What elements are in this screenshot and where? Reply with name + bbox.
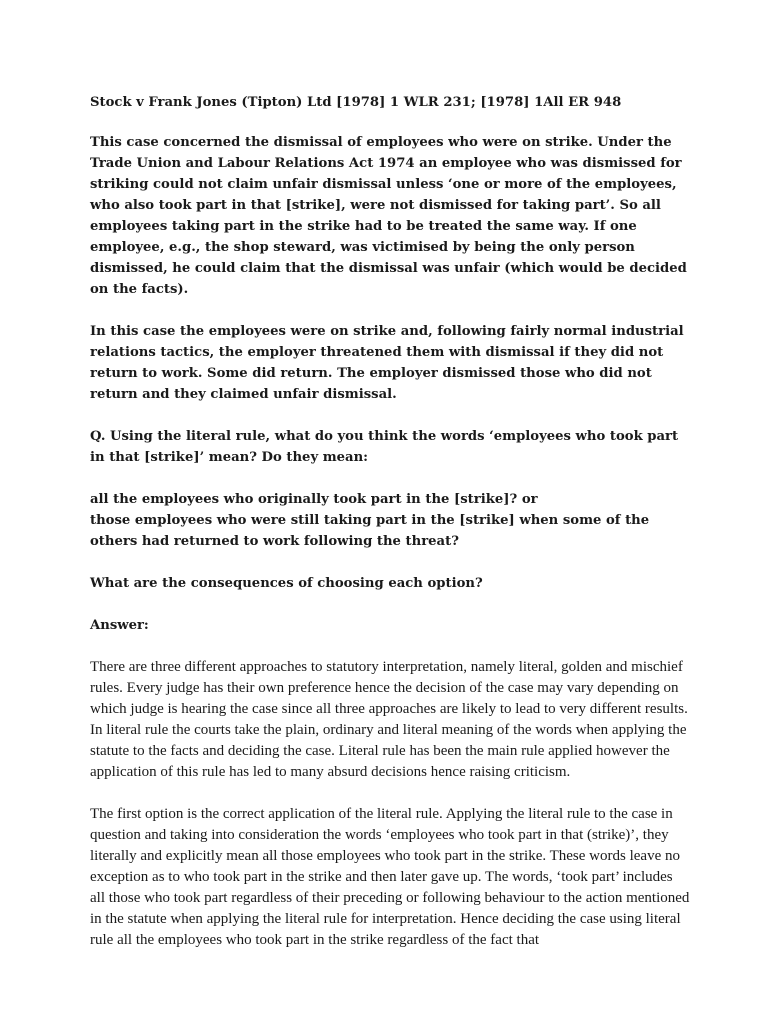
case-summary-paragraph: This case concerned the dismissal of employees who were on strike. Under the Trade Union and Labour Relations Act 1974 an employee who was dismissed for striking could not claim unfair dismissal unless ‘one or more of the employees, who also took part in that [strike], were not dismissed for taking part’. So all employees taking part in the strike had to be treated the same way. If one employee, e.g., the shop steward, was victimised by being the only person dismissed, he could claim that the dismissal was unfair (which would be decided on the facts). bbox=[90, 135, 687, 297]
answer-heading: Answer: bbox=[90, 618, 149, 633]
answer-paragraph-2: The first option is the correct application of the literal rule. Applying the literal rule to the case in question and taking into consideration the words ‘employees who took part in that (strike)’, they literally and explicitly mean all those employees who took part in the strike. These words leave no exception as to who took part in the strike and then later gave up. The words, ‘took part’ includes all those who took part regardless of their preceding or following behaviour to the action mentioned in the statute when applying the literal rule for interpretation. Hence deciding the case using literal rule all the employees who took part in the strike regardless of the fact that bbox=[90, 806, 690, 948]
document-page bbox=[90, 92, 690, 972]
option-two: those employees who were still taking part in the [strike] when some of the others had returned to work following the threat? bbox=[90, 513, 650, 549]
case-facts-paragraph: In this case the employees were on strike and, following fairly normal industrial relations tactics, the employer threatened them with dismissal if they did not return to work. Some did return. The employer dismissed those who did not return and they claimed unfair dismissal. bbox=[90, 324, 684, 402]
question-paragraph: Q. Using the literal rule, what do you think the words ‘employees who took part in that [strike]’ mean? Do they mean: bbox=[90, 429, 679, 465]
option-one: all the employees who originally took part in the [strike]? or bbox=[90, 492, 538, 507]
consequences-question: What are the consequences of choosing each option? bbox=[90, 576, 483, 591]
answer-paragraph-1: There are three different approaches to statutory interpretation, namely literal, golden and mischief rules. Every judge has their own preference hence the decision of the case may vary depending on which judge is hearing the case since all three approaches are likely to lead to very different results. In literal rule the courts take the plain, ordinary and literal meaning of the words when applying the statute to the facts and deciding the case. Literal rule has been the main rule applied however the application of this rule has led to many absurd decisions hence raising criticism. bbox=[90, 659, 688, 780]
case-citation-title: Stock v Frank Jones (Tipton) Ltd [1978] 1 WLR 231; [1978] 1All ER 948 bbox=[90, 95, 622, 110]
